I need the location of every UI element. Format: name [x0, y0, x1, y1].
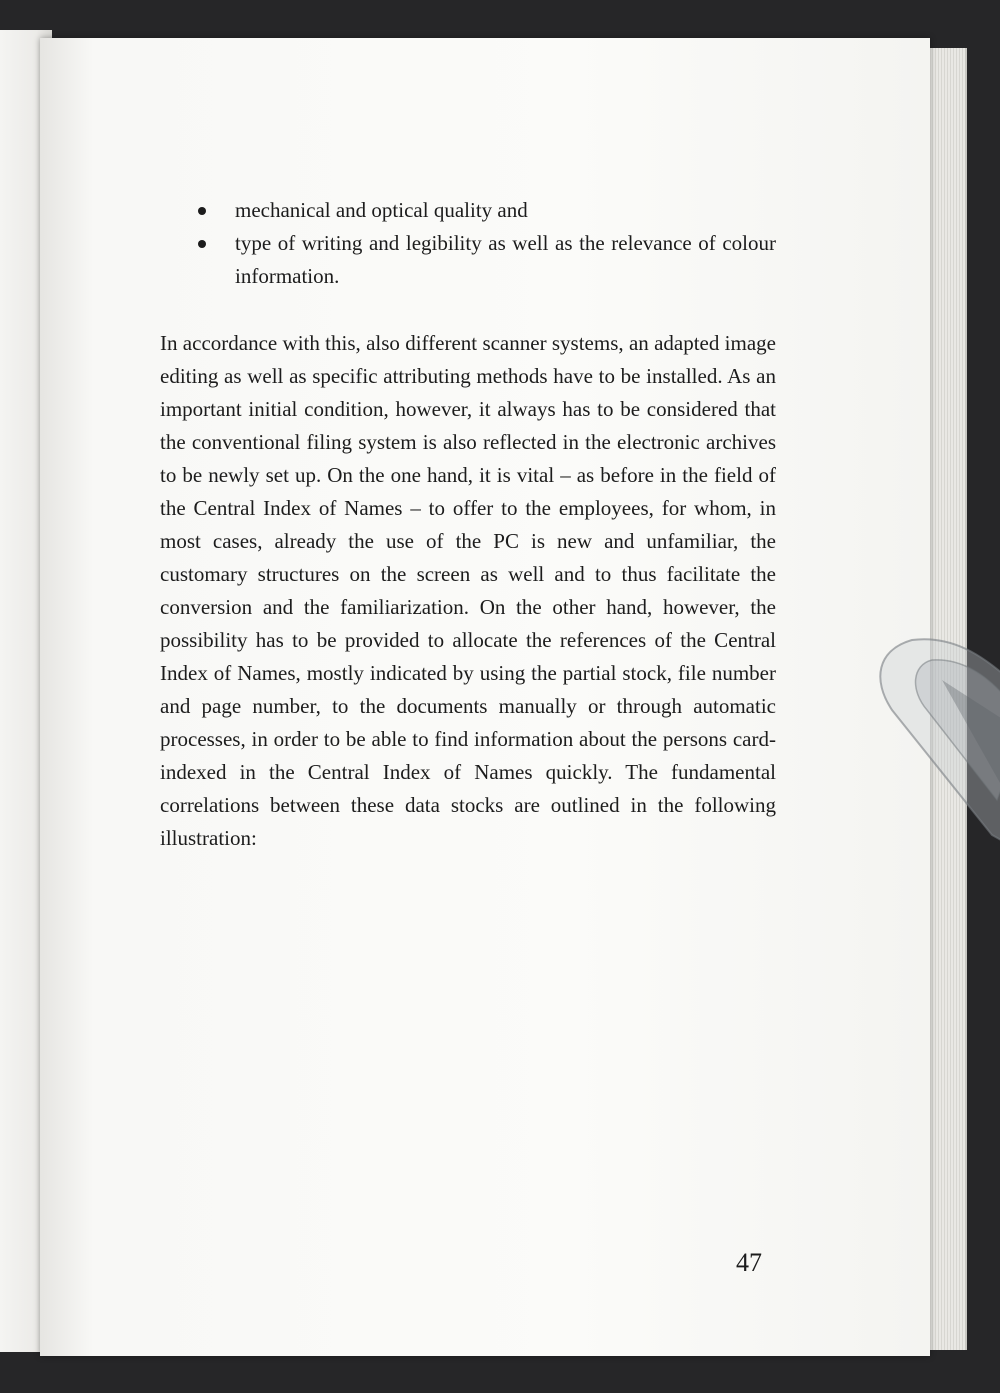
page-number: 47 [736, 1248, 762, 1277]
bullet-item [160, 194, 776, 227]
bullet-text: mechanical and optical quality and [235, 198, 528, 222]
bullet-dot-icon [198, 207, 206, 215]
body-paragraph: In accordance with this, also different scanner systems, an adapted image editing as well as specific attributing methods have to be installed. As an important initial condition, however, it always has to be considered that the conventional filing system is also reflected in the electronic archives to be newly set up. On the one hand, it is vital – as before in the field of the Central Index of Names – to offer to the employees, for whom, in most cases, already the use of the PC is new and unfamiliar, the customary structures on the screen as well and to thus facilitate the conversion and the familiarization. On the other hand, however, the possibility has to be provided to allocate the references of the Central Index of Names, mostly indicated by using the partial stock, file number and page number, to the documents manually or through automatic processes, in order to be able to find information about the persons card-indexed in the Central Index of Names quickly. The fundamental correlations between these data stocks are outlined in the following illustration: [160, 331, 776, 850]
plastic-page-clip-icon [872, 620, 1000, 850]
bullet-text: type of writing and legibility as well as the relevance of colour information. [235, 231, 776, 288]
bullet-dot-icon [198, 240, 206, 248]
bullet-list [160, 194, 776, 293]
bullet-item [160, 227, 776, 293]
